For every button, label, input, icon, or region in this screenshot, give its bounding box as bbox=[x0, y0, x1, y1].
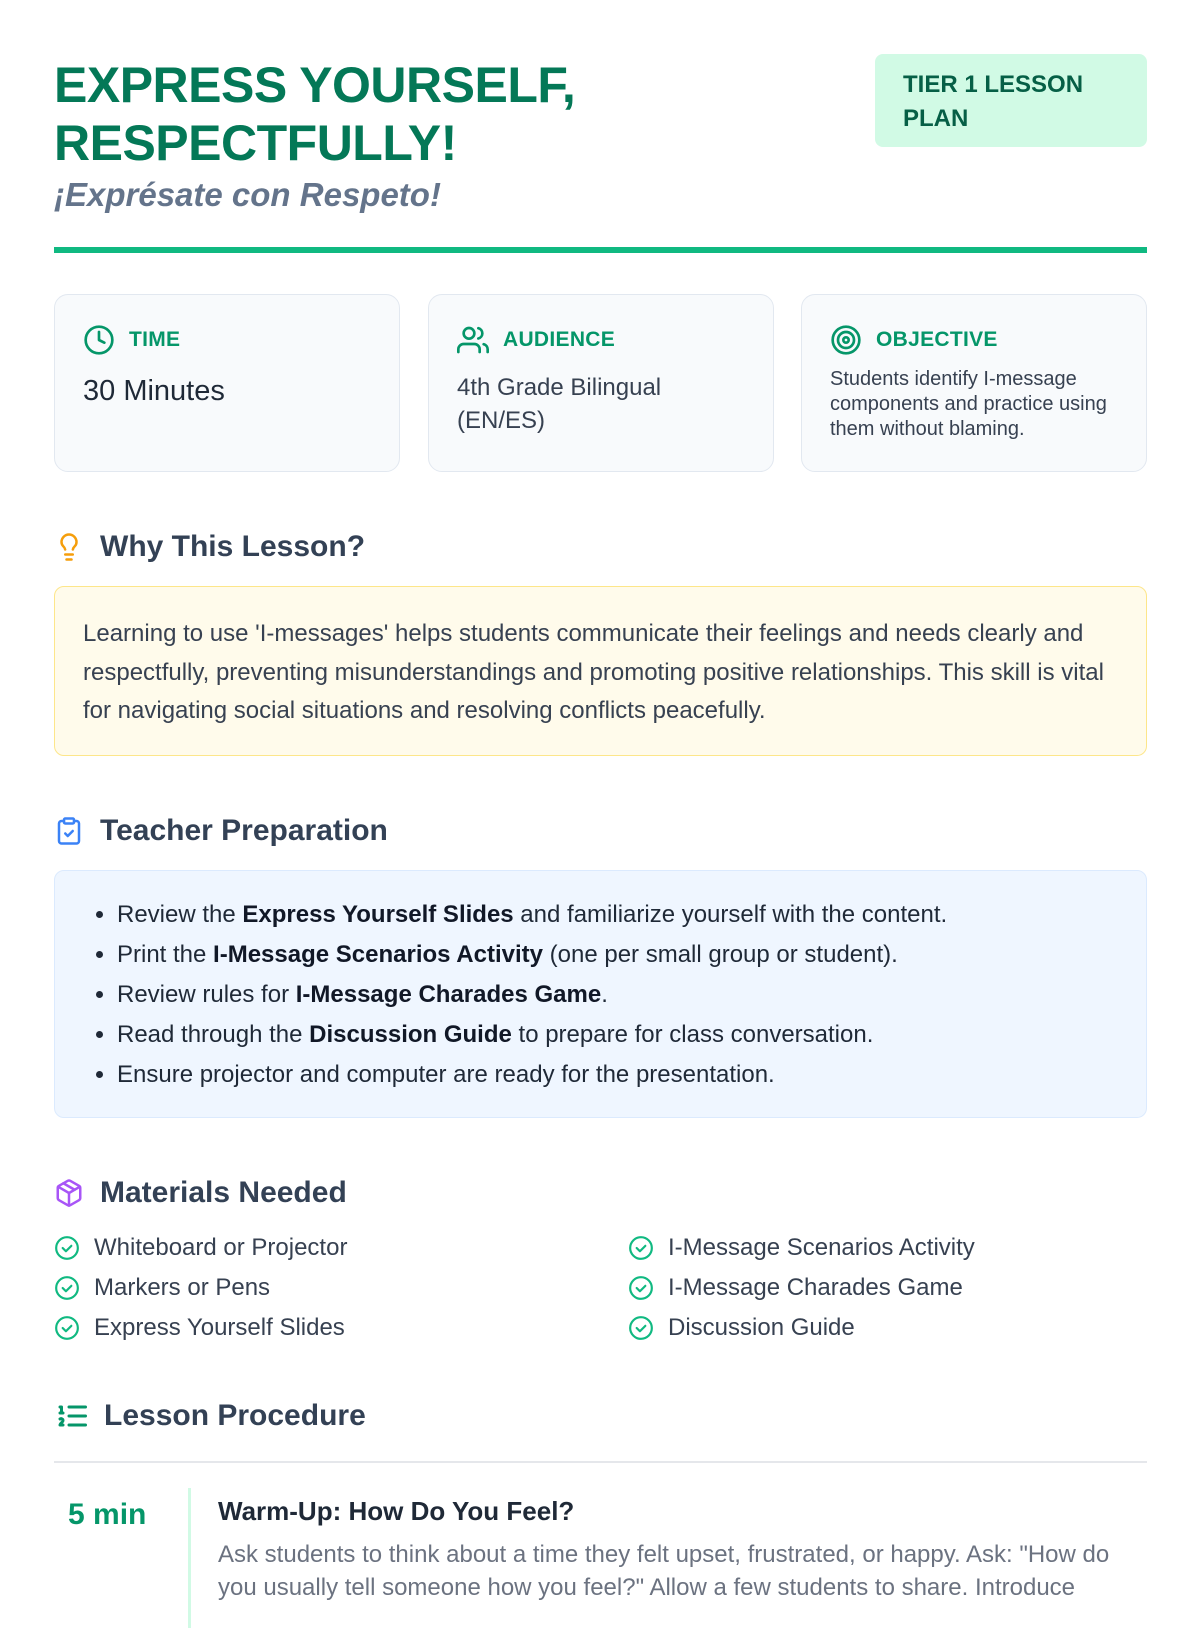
prep-item: • Review rules for I-Message Charades Game. bbox=[117, 975, 1118, 1015]
clock-icon bbox=[83, 324, 115, 356]
audience-card bbox=[428, 294, 774, 472]
prep-item: • Read through the Discussion Guide to prepare for class conversation. bbox=[117, 1015, 1118, 1055]
material-item: Whiteboard or Projector bbox=[54, 1232, 628, 1264]
material-item: Markers or Pens bbox=[54, 1272, 628, 1304]
time-value: 30 Minutes bbox=[83, 375, 225, 407]
header bbox=[54, 0, 1147, 254]
materials-heading: Materials Needed bbox=[100, 1176, 347, 1209]
why-heading: Why This Lesson? bbox=[100, 530, 366, 563]
procedure-step bbox=[54, 1488, 1147, 1608]
numbered-list-icon bbox=[54, 1398, 90, 1434]
step-time: 5 min bbox=[68, 1498, 147, 1531]
check-circle-icon bbox=[54, 1275, 80, 1301]
prep-heading: Teacher Preparation bbox=[100, 814, 388, 847]
why-section-title bbox=[54, 530, 365, 564]
clipboard-check-icon bbox=[54, 815, 84, 847]
info-cards bbox=[54, 294, 1147, 472]
materials-section-title bbox=[54, 1176, 347, 1210]
step-description: Ask students to think about a time they felt upset, frustrated, or happy. Ask: "How do you usually tell someone how you feel?" Allow a few students to share. Introduce bbox=[218, 1541, 1110, 1601]
procedure-section-title bbox=[54, 1398, 366, 1434]
objective-label: OBJECTIVE bbox=[876, 328, 998, 351]
audience-label: AUDIENCE bbox=[503, 328, 616, 351]
prep-section-title bbox=[54, 814, 388, 848]
material-item: I-Message Charades Game bbox=[628, 1272, 1128, 1304]
prep-item: • Review the Express Yourself Slides and familiarize yourself with the content. bbox=[117, 895, 1118, 935]
step-title: Warm-Up: How Do You Feel? bbox=[218, 1496, 575, 1526]
audience-value: 4th Grade Bilingual (EN/ES) bbox=[457, 374, 662, 434]
why-box: Learning to use 'I-messages' helps students communicate their feelings and needs clearly and respectfully, preventing misunderstandings and promoting positive relationships. This skill is vital for navigating social situations and resolving conflicts peacefully. bbox=[54, 586, 1147, 756]
check-circle-icon bbox=[628, 1235, 654, 1261]
prep-item: • Print the I-Message Scenarios Activity (one per small group or student). bbox=[117, 935, 1118, 975]
check-circle-icon bbox=[628, 1315, 654, 1341]
box-icon bbox=[54, 1177, 84, 1209]
users-icon bbox=[457, 324, 489, 356]
step-timeline-bar bbox=[188, 1488, 191, 1628]
prep-list bbox=[87, 895, 1118, 1095]
material-item: Express Yourself Slides bbox=[54, 1312, 628, 1344]
page-subtitle: ¡Exprésate con Respeto! bbox=[54, 176, 441, 213]
prep-box bbox=[54, 870, 1147, 1118]
materials-list bbox=[54, 1232, 1147, 1344]
material-item: I-Message Scenarios Activity bbox=[628, 1232, 1128, 1264]
material-item: Discussion Guide bbox=[628, 1312, 1128, 1344]
tier-badge: TIER 1 LESSON PLAN bbox=[875, 54, 1147, 147]
prep-item: • Ensure projector and computer are ready for the presentation. bbox=[117, 1055, 1118, 1095]
page-title: EXPRESS YOURSELF, RESPECTFULLY! bbox=[54, 57, 576, 171]
lesson-plan-page bbox=[54, 0, 1147, 1601]
time-label: TIME bbox=[129, 328, 181, 351]
time-card bbox=[54, 294, 400, 472]
check-circle-icon bbox=[54, 1235, 80, 1261]
lightbulb-icon bbox=[54, 531, 84, 563]
check-circle-icon bbox=[54, 1315, 80, 1341]
objective-value: Students identify I-message components and practice using them without blaming. bbox=[830, 368, 1107, 440]
procedure-divider bbox=[54, 1461, 1147, 1463]
objective-card bbox=[801, 294, 1147, 472]
check-circle-icon bbox=[628, 1275, 654, 1301]
procedure-heading: Lesson Procedure bbox=[104, 1399, 366, 1432]
header-divider bbox=[54, 247, 1147, 253]
target-icon bbox=[830, 324, 862, 356]
